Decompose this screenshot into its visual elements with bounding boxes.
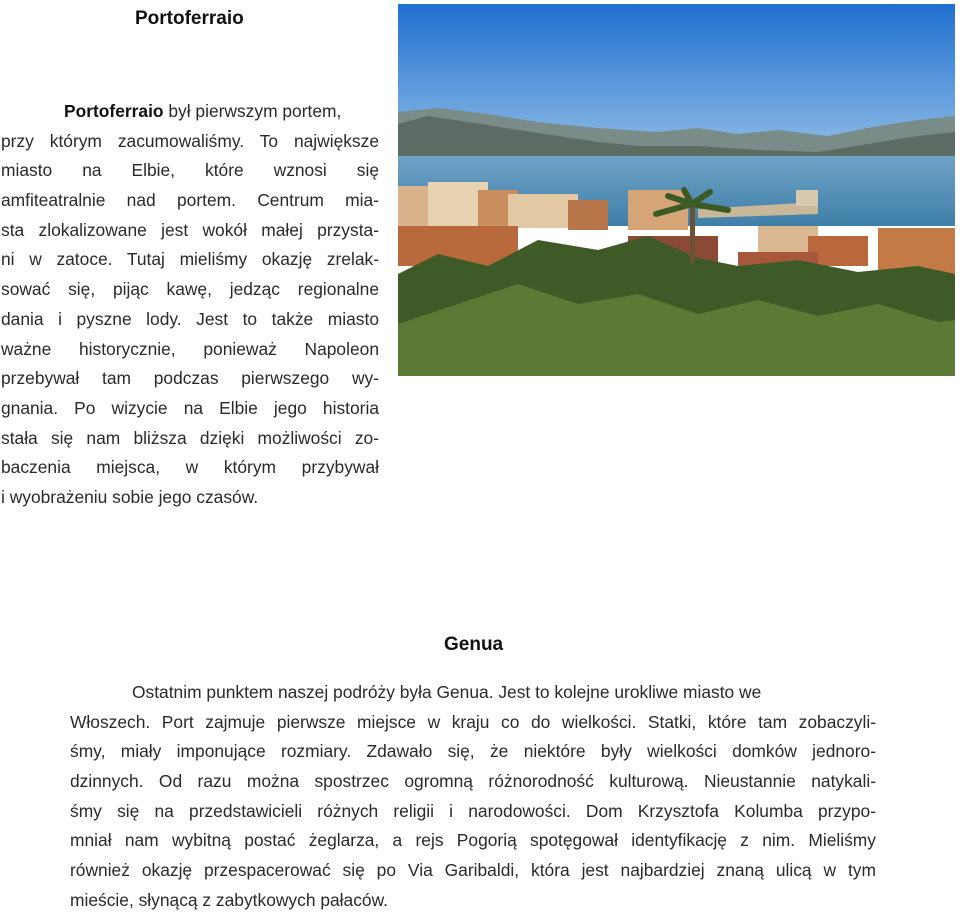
- portoferraio-harbor-photo: [398, 4, 955, 376]
- paragraph-line: miasto na Elbie, które wznosi się: [1, 160, 379, 181]
- paragraph-line: dania i pyszne lody. Jest to także miasto: [1, 308, 379, 329]
- harbor-tower: [796, 190, 818, 206]
- section-title-genua: Genua: [444, 634, 504, 655]
- paragraph-line: śmy, miały imponujące rozmiary. Zdawało się, że niektóre były wielkości domków jednoro-: [70, 741, 876, 762]
- paragraph-line: Ostatnim punktem naszej podróży była Genua. Jest to kolejne urokliwe miasto we: [132, 682, 762, 702]
- paragraph-line: przy którym zacumowaliśmy. To największe: [1, 130, 379, 151]
- paragraph-line: ważne historycznie, ponieważ Napoleon: [1, 338, 379, 359]
- section-title-portoferraio: Portoferraio: [135, 8, 244, 29]
- lead-bold-word: Portoferraio: [64, 101, 164, 121]
- paragraph-line: Portoferraio był pierwszym portem,: [64, 101, 342, 121]
- paragraph-line: i wyobrażeniu sobie jego czasów.: [1, 486, 259, 507]
- paragraph-line: gnania. Po wizycie na Elbie jego historia: [1, 397, 379, 418]
- paragraph-line: mieście, słynącą z zabytkowych pałaców.: [70, 889, 388, 910]
- genua-paragraph: [70, 678, 876, 916]
- portoferraio-paragraph: [1, 97, 379, 513]
- paragraph-line: śmy się na przedstawicieli różnych religii i narodowości. Dom Krzysztofa Kolumba przypo-: [70, 800, 876, 821]
- paragraph-line: sta zlokalizowane jest wokół małej przysta-: [1, 219, 379, 240]
- paragraph-line: również okazję przespacerować się po Via Garibaldi, która jest najbardziej znaną ulicą w tym: [70, 860, 876, 881]
- paragraph-line: Włoszech. Port zajmuje pierwsze miejsce w kraju co do wielkości. Statki, które tam zobaczyli-: [70, 711, 876, 732]
- paragraph-line: dzinnych. Od razu można spostrzec ogromną różnorodność kulturową. Nieustannie natykali-: [70, 771, 876, 792]
- paragraph-line: amfiteatralnie nad portem. Centrum mia-: [1, 190, 379, 211]
- paragraph-line: sować się, pijąc kawę, jedząc regionalne: [1, 279, 379, 300]
- paragraph-line: stała się nam bliższa dzięki możliwości zo-: [1, 427, 379, 448]
- harbor-illustration: [398, 4, 955, 376]
- paragraph-line: baczenia miejsca, w którym przybywał: [1, 457, 379, 478]
- paragraph-line: mniał nam wybitną postać żeglarza, a rejs Pogorią spotęgował identyfikację z nim. Mieliśmy: [70, 830, 876, 851]
- paragraph-line: przebywał tam podczas pierwszego wy-: [1, 368, 379, 389]
- paragraph-line: ni w zatoce. Tutaj mieliśmy okazję zrelak-: [1, 249, 379, 270]
